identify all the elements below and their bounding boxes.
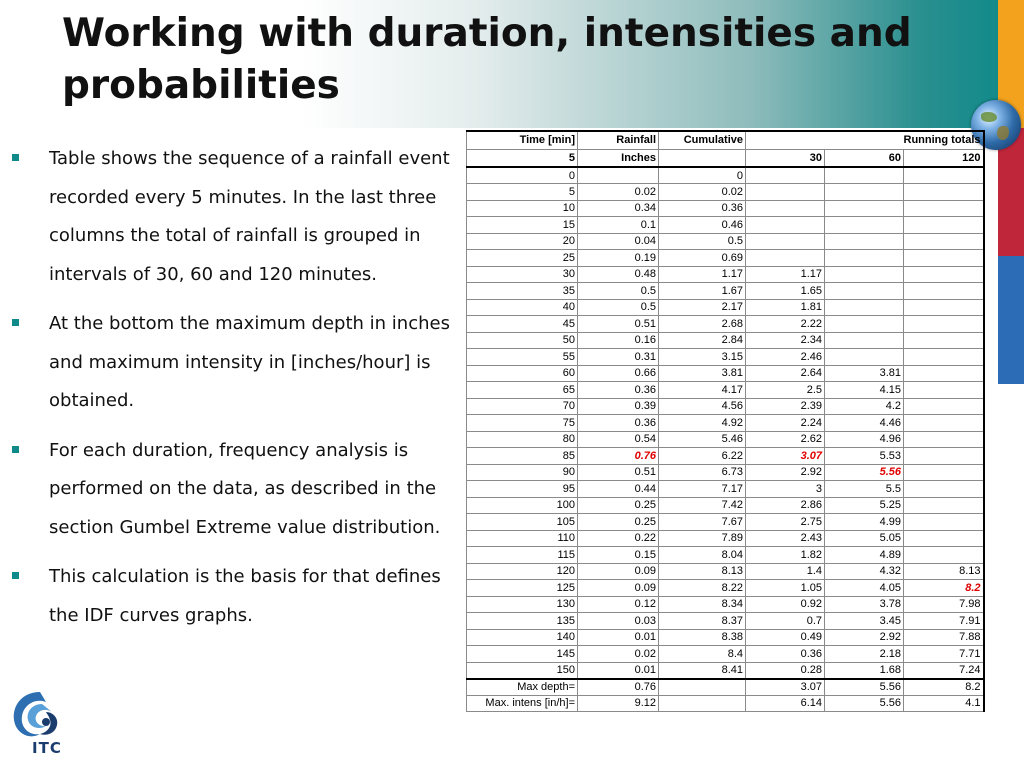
table-cell: 2.22 [746, 316, 825, 333]
table-cell: 3.07 [746, 448, 825, 465]
table-cell: 0.09 [578, 563, 659, 580]
table-cell [904, 266, 984, 283]
bullet-text: This calculation is the basis for that defines the IDF curves graphs. [49, 566, 441, 626]
table-cell: 8.13 [659, 563, 746, 580]
summary-cell [659, 695, 746, 712]
table-cell: 0.54 [578, 431, 659, 448]
table-cell: 3.81 [825, 365, 904, 382]
table-cell: 0.22 [578, 530, 659, 547]
table-cell [904, 167, 984, 184]
table-cell: 5.25 [825, 497, 904, 514]
summary-row [467, 695, 984, 712]
table-cell: 4.46 [825, 415, 904, 432]
table-cell: 1.81 [746, 299, 825, 316]
table-cell: 2.43 [746, 530, 825, 547]
table-cell: 0.01 [578, 629, 659, 646]
bullet-square-icon [12, 446, 19, 453]
table-cell: 0.51 [578, 316, 659, 333]
table-cell: 1.65 [746, 283, 825, 300]
table-cell: 0.01 [578, 662, 659, 679]
table-row [467, 332, 984, 349]
table-cell: 75 [467, 415, 578, 432]
header-cell: Time [min] [467, 131, 578, 149]
table-cell [746, 250, 825, 267]
rainfall-table [466, 130, 985, 712]
table-cell: 0.92 [746, 596, 825, 613]
table-cell: 0 [467, 167, 578, 184]
table-cell [746, 233, 825, 250]
table-cell: 110 [467, 530, 578, 547]
table-cell: 7.91 [904, 613, 984, 630]
table-cell [825, 233, 904, 250]
table-row [467, 431, 984, 448]
table-cell: 2.62 [746, 431, 825, 448]
table-cell: 1.68 [825, 662, 904, 679]
table-row [467, 365, 984, 382]
table-cell: 4.2 [825, 398, 904, 415]
table-cell: 35 [467, 283, 578, 300]
table-cell [825, 266, 904, 283]
table-cell: 0.02 [578, 646, 659, 663]
bullet-text: For each duration, frequency analysis is performed on the data, as described in the section Gumbel Extreme value distribution. [49, 439, 441, 538]
table-cell: 5.5 [825, 481, 904, 498]
bullet-item [10, 305, 450, 421]
table-cell: 135 [467, 613, 578, 630]
table-cell: 0.36 [578, 415, 659, 432]
table-cell: 0.02 [578, 184, 659, 201]
table-cell: 7.98 [904, 596, 984, 613]
table-cell [904, 547, 984, 564]
table-cell: 115 [467, 547, 578, 564]
table-cell [825, 332, 904, 349]
table-cell [825, 316, 904, 333]
table-cell [904, 217, 984, 234]
table-cell: 15 [467, 217, 578, 234]
table-cell [746, 167, 825, 184]
table-cell [904, 184, 984, 201]
table-row [467, 613, 984, 630]
table-cell: 30 [467, 266, 578, 283]
table-cell: 5.53 [825, 448, 904, 465]
table-cell: 4.99 [825, 514, 904, 531]
table-cell: 25 [467, 250, 578, 267]
summary-cell: 8.2 [904, 679, 984, 696]
table-cell: 1.17 [659, 266, 746, 283]
table-cell [904, 316, 984, 333]
table-cell [904, 431, 984, 448]
table-cell: 0.69 [659, 250, 746, 267]
table-cell: 0.28 [746, 662, 825, 679]
table-row [467, 629, 984, 646]
table-cell: 0.5 [578, 299, 659, 316]
table-cell: 50 [467, 332, 578, 349]
table-cell [904, 497, 984, 514]
blue-bar [998, 256, 1024, 384]
table-cell: 0.03 [578, 613, 659, 630]
table-cell [825, 184, 904, 201]
table-row [467, 349, 984, 366]
bullet-text: Table shows the sequence of a rainfall event recorded every 5 minutes. In the last three columns the total of rainfall is grouped in intervals of 30, 60 and 120 minutes. [49, 148, 450, 285]
table-cell: 65 [467, 382, 578, 399]
table-cell: 4.96 [825, 431, 904, 448]
table-cell: 0.48 [578, 266, 659, 283]
table-cell: 0.36 [578, 382, 659, 399]
table-cell [825, 200, 904, 217]
summary-cell: 0.76 [578, 679, 659, 696]
table-cell [904, 382, 984, 399]
header-cell: Running totals [746, 131, 984, 149]
table-cell: 5.05 [825, 530, 904, 547]
header-cell: Cumulative [659, 131, 746, 149]
table-cell: 0.34 [578, 200, 659, 217]
table-cell: 4.92 [659, 415, 746, 432]
table-cell: 0.16 [578, 332, 659, 349]
table-cell: 100 [467, 497, 578, 514]
bullet-square-icon [12, 319, 19, 326]
table-cell: 125 [467, 580, 578, 597]
table-cell: 0.36 [659, 200, 746, 217]
table-cell [825, 283, 904, 300]
table-cell: 2.75 [746, 514, 825, 531]
table-cell [904, 332, 984, 349]
table-row [467, 233, 984, 250]
slide-title: Working with duration, intensities and probabilities [62, 11, 912, 108]
summary-cell: Max. intens [in/h]= [467, 695, 578, 712]
summary-row [467, 679, 984, 696]
table-cell: 2.92 [746, 464, 825, 481]
table-cell: 0.25 [578, 514, 659, 531]
table-cell: 2.84 [659, 332, 746, 349]
table-cell: 3.15 [659, 349, 746, 366]
table-row [467, 563, 984, 580]
table-cell: 8.41 [659, 662, 746, 679]
table-cell: 105 [467, 514, 578, 531]
table-cell [578, 167, 659, 184]
table-cell: 0.19 [578, 250, 659, 267]
table-row [467, 299, 984, 316]
table-cell [904, 365, 984, 382]
bullet-text: At the bottom the maximum depth in inches and maximum intensity in [inches/hour] is obtained. [49, 313, 450, 411]
table-cell: 0.09 [578, 580, 659, 597]
table-cell [825, 217, 904, 234]
bullet-item [10, 432, 450, 548]
table-cell: 80 [467, 431, 578, 448]
table-cell: 150 [467, 662, 578, 679]
table-cell [904, 448, 984, 465]
bullet-square-icon [12, 154, 19, 161]
table-row [467, 580, 984, 597]
table-cell: 1.05 [746, 580, 825, 597]
table-cell: 5 [467, 184, 578, 201]
table-cell: 1.67 [659, 283, 746, 300]
table-row [467, 316, 984, 333]
table-cell [825, 349, 904, 366]
table-cell: 7.42 [659, 497, 746, 514]
table-cell: 2.86 [746, 497, 825, 514]
table-cell: 0.46 [659, 217, 746, 234]
table-cell: 3.45 [825, 613, 904, 630]
table-row [467, 200, 984, 217]
bullet-item [10, 140, 450, 294]
table-cell: 0.39 [578, 398, 659, 415]
summary-cell: 5.56 [825, 679, 904, 696]
table-cell [904, 233, 984, 250]
table-cell [904, 514, 984, 531]
table-cell: 8.2 [904, 580, 984, 597]
table-row [467, 646, 984, 663]
table-cell: 3 [746, 481, 825, 498]
table-cell [904, 200, 984, 217]
table-cell: 0.04 [578, 233, 659, 250]
table-cell: 2.24 [746, 415, 825, 432]
table-cell: 5.46 [659, 431, 746, 448]
table-cell: 0.12 [578, 596, 659, 613]
table-cell: 8.38 [659, 629, 746, 646]
table-cell [825, 167, 904, 184]
table-cell: 2.39 [746, 398, 825, 415]
table-cell: 7.88 [904, 629, 984, 646]
table-cell [904, 530, 984, 547]
table-cell: 0.5 [578, 283, 659, 300]
table-cell: 0.5 [659, 233, 746, 250]
bullet-square-icon [12, 572, 19, 579]
table-cell [904, 283, 984, 300]
summary-cell: 9.12 [578, 695, 659, 712]
table-cell: 0.76 [578, 448, 659, 465]
table-row [467, 250, 984, 267]
table-cell: 8.34 [659, 596, 746, 613]
summary-cell: Max depth= [467, 679, 578, 696]
table-cell: 1.82 [746, 547, 825, 564]
table-cell: 3.78 [825, 596, 904, 613]
table-cell: 2.92 [825, 629, 904, 646]
table-cell: 140 [467, 629, 578, 646]
table-cell: 0.25 [578, 497, 659, 514]
table-row [467, 217, 984, 234]
table-cell [904, 481, 984, 498]
table-cell: 0.7 [746, 613, 825, 630]
table-row [467, 167, 984, 184]
table-cell: 20 [467, 233, 578, 250]
table-cell [746, 200, 825, 217]
table-cell: 70 [467, 398, 578, 415]
table-cell: 60 [467, 365, 578, 382]
summary-cell [659, 679, 746, 696]
table-cell: 130 [467, 596, 578, 613]
table-header-row [467, 131, 984, 149]
table-cell: 6.22 [659, 448, 746, 465]
table-row [467, 184, 984, 201]
table-cell: 7.89 [659, 530, 746, 547]
table-cell: 0.31 [578, 349, 659, 366]
table-cell: 0.51 [578, 464, 659, 481]
table-cell [904, 349, 984, 366]
table-cell: 0.1 [578, 217, 659, 234]
table-row [467, 547, 984, 564]
table-cell: 4.89 [825, 547, 904, 564]
header-cell [659, 149, 746, 167]
table-cell: 95 [467, 481, 578, 498]
table-cell: 55 [467, 349, 578, 366]
table-cell: 7.24 [904, 662, 984, 679]
table-row [467, 266, 984, 283]
table-cell: 2.18 [825, 646, 904, 663]
table-cell: 8.13 [904, 563, 984, 580]
table-row [467, 530, 984, 547]
header-cell: 60 [825, 149, 904, 167]
header-cell: 5 [467, 149, 578, 167]
table-row [467, 596, 984, 613]
table-cell: 2.64 [746, 365, 825, 382]
table-row [467, 448, 984, 465]
table-cell [904, 415, 984, 432]
table-cell: 8.37 [659, 613, 746, 630]
summary-cell: 4.1 [904, 695, 984, 712]
table-cell: 4.32 [825, 563, 904, 580]
table-row [467, 415, 984, 432]
table-cell: 40 [467, 299, 578, 316]
bullet-item [10, 558, 450, 635]
table-cell: 2.34 [746, 332, 825, 349]
table-cell: 7.17 [659, 481, 746, 498]
table-cell: 8.22 [659, 580, 746, 597]
table-cell: 6.73 [659, 464, 746, 481]
table-cell: 45 [467, 316, 578, 333]
table-row [467, 398, 984, 415]
title-band [0, 0, 1000, 128]
table-row [467, 662, 984, 679]
table-cell [746, 217, 825, 234]
header-cell: 30 [746, 149, 825, 167]
table-cell [904, 398, 984, 415]
table-cell: 3.81 [659, 365, 746, 382]
table-cell: 2.46 [746, 349, 825, 366]
table-cell: 4.15 [825, 382, 904, 399]
summary-cell: 5.56 [825, 695, 904, 712]
table-cell: 5.56 [825, 464, 904, 481]
table-row [467, 283, 984, 300]
header-cell: Inches [578, 149, 659, 167]
table-row [467, 382, 984, 399]
header-cell: Rainfall [578, 131, 659, 149]
table-cell: 1.4 [746, 563, 825, 580]
table-row [467, 481, 984, 498]
summary-cell: 3.07 [746, 679, 825, 696]
table-cell: 8.04 [659, 547, 746, 564]
table-cell: 0.02 [659, 184, 746, 201]
table-cell: 8.4 [659, 646, 746, 663]
table-cell: 1.17 [746, 266, 825, 283]
logo-text: ITC [32, 739, 62, 757]
table-cell: 4.17 [659, 382, 746, 399]
table-cell [904, 464, 984, 481]
table-cell: 0.66 [578, 365, 659, 382]
table-subheader-row [467, 149, 984, 167]
header-cell: 120 [904, 149, 984, 167]
table-cell: 120 [467, 563, 578, 580]
table-row [467, 514, 984, 531]
table-cell: 0.49 [746, 629, 825, 646]
bullet-list [10, 140, 450, 646]
summary-cell: 6.14 [746, 695, 825, 712]
table-cell [904, 250, 984, 267]
table-cell: 2.68 [659, 316, 746, 333]
table-cell: 2.5 [746, 382, 825, 399]
table-cell: 145 [467, 646, 578, 663]
table-cell [825, 250, 904, 267]
table-cell [825, 299, 904, 316]
table-cell: 90 [467, 464, 578, 481]
table-cell: 0.15 [578, 547, 659, 564]
table-cell: 0 [659, 167, 746, 184]
table-cell: 2.17 [659, 299, 746, 316]
table-cell: 0.36 [746, 646, 825, 663]
table-cell: 7.67 [659, 514, 746, 531]
table-cell: 4.56 [659, 398, 746, 415]
table-cell: 10 [467, 200, 578, 217]
table-cell [746, 184, 825, 201]
table-cell: 7.71 [904, 646, 984, 663]
table-cell [904, 299, 984, 316]
table-cell: 4.05 [825, 580, 904, 597]
table-row [467, 497, 984, 514]
table-cell: 0.44 [578, 481, 659, 498]
table-row [467, 464, 984, 481]
table-cell: 85 [467, 448, 578, 465]
